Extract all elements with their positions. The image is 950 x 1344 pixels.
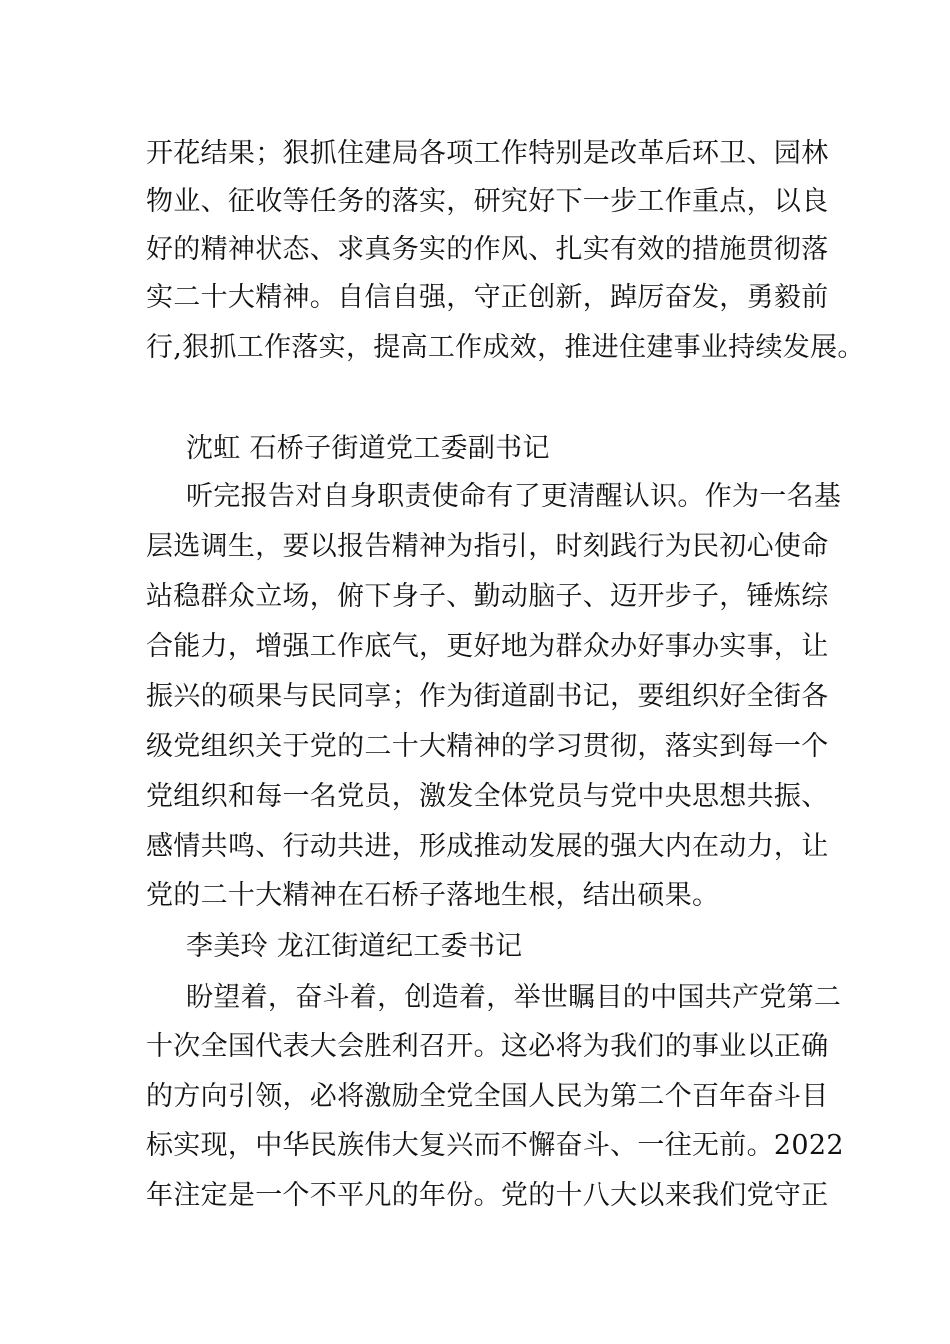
speaker-heading: 沈虹 石桥子街道党工委副书记 (186, 433, 550, 464)
paragraph-line: 站稳群众立场，俯下身子、勤动脑子、迈开步子，锤炼综 (146, 581, 829, 612)
paragraph-line: 开花结果；狠抓住建局各项工作特别是改革后环卫、园林 (146, 138, 829, 169)
paragraph-line: 党的二十大精神在石桥子落地生根，结出硕果。 (146, 880, 720, 911)
paragraph-line: 盼望着，奋斗着，创造着，举世瞩目的中国共产党第二 (186, 982, 842, 1013)
speaker-heading: 李美玲 龙江街道纪工委书记 (186, 931, 523, 962)
paragraph-line: 合能力，增强工作底气，更好地为群众办好事办实事，让 (146, 631, 829, 662)
paragraph-line: 振兴的硕果与民同享；作为街道副书记，要组织好全街各 (146, 681, 829, 712)
paragraph-line: 听完报告对自身职责使命有了更清醒认识。作为一名基 (186, 481, 842, 512)
paragraph-line: 十次全国代表大会胜利召开。这必将为我们的事业以正确 (146, 1031, 829, 1062)
paragraph-line: 级党组织关于党的二十大精神的学习贯彻，落实到每一个 (146, 731, 829, 762)
paragraph-line: 的方向引领，必将激励全党全国人民为第二个百年奋斗目 (146, 1081, 829, 1112)
paragraph-line: 年注定是一个不平凡的年份。党的十八大以来我们党守正 (146, 1180, 829, 1211)
paragraph-line: 物业、征收等任务的落实，研究好下一步工作重点，以良 (146, 186, 829, 217)
paragraph-line: 实二十大精神。自信自强，守正创新，踔厉奋发，勇毅前 (146, 282, 829, 313)
paragraph-line: 党组织和每一名党员，激发全体党员与党中央思想共振、 (146, 781, 829, 812)
paragraph-line: 层选调生，要以报告精神为指引，时刻践行为民初心使命 (146, 531, 829, 562)
paragraph-line: 行,狠抓工作落实，提高工作成效，推进住建事业持续发展。 (146, 332, 865, 363)
paragraph-line: 感情共鸣、行动共进，形成推动发展的强大内在动力，让 (146, 831, 829, 862)
paragraph-line: 标实现，中华民族伟大复兴而不懈奋斗、一往无前。2022 (146, 1130, 844, 1161)
paragraph-line: 好的精神状态、求真务实的作风、扎实有效的措施贯彻落 (146, 234, 829, 265)
